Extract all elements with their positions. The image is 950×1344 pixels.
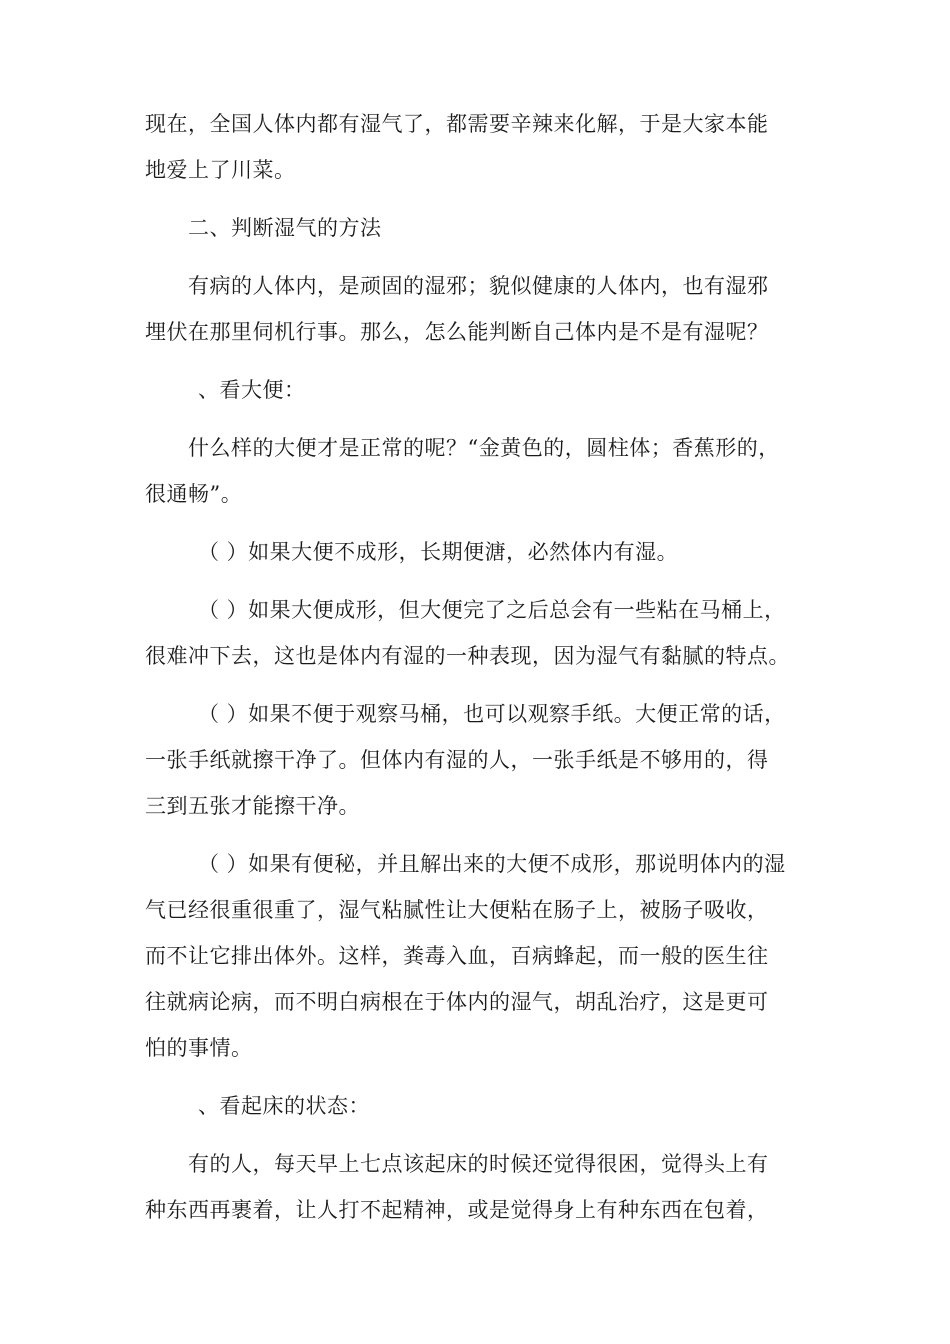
paragraph-line: 一张手纸就擦干净了。但体内有湿的人，一张手纸是不够用的，得 [145,748,769,772]
list-item: （ ）如果大便成形，但大便完了之后总会有一些粘在马桶上， [198,598,786,622]
paragraph-line: 往就病论病，而不明白病根在于体内的湿气，胡乱治疗，这是更可 [145,990,769,1014]
list-item: （ ）如果大便不成形，长期便溏，必然体内有湿。 [198,540,679,564]
paragraph-line: 很通畅”。 [145,482,243,506]
paragraph-line: 埋伏在那里伺机行事。那么，怎么能判断自己体内是不是有湿呢？ [145,320,769,344]
section-heading: 二、判断湿气的方法 [188,216,382,240]
paragraph-line: 怕的事情。 [145,1036,253,1060]
list-item: （ ）如果有便秘，并且解出来的大便不成形，那说明体内的湿 [198,852,786,876]
paragraph-line: 地爱上了川菜。 [145,158,296,182]
paragraph-line: 现在，全国人体内都有湿气了，都需要辛辣来化解，于是大家本能 [145,112,769,136]
paragraph-line: 气已经很重很重了，湿气粘腻性让大便粘在肠子上，被肠子吸收， [145,898,769,922]
paragraph-line: 什么样的大便才是正常的呢？“金黄色的，圆柱体；香蕉形的， [188,436,780,460]
paragraph-line: 种东西再裹着，让人打不起精神，或是觉得身上有种东西在包着， [145,1198,769,1222]
paragraph-line: 三到五张才能擦干净。 [145,794,360,818]
paragraph-line: 有的人，每天早上七点该起床的时候还觉得很困，觉得头上有 [188,1152,769,1176]
list-item: （ ）如果不便于观察马桶，也可以观察手纸。大便正常的话， [198,702,786,726]
subsection-heading: 、看大便： [198,378,306,402]
paragraph-line: 很难冲下去，这也是体内有湿的一种表现，因为湿气有黏腻的特点。 [145,644,790,668]
subsection-heading: 、看起床的状态： [198,1094,370,1118]
paragraph-line: 有病的人体内，是顽固的湿邪；貌似健康的人体内，也有湿邪 [188,274,769,298]
paragraph-line: 而不让它排出体外。这样，粪毒入血，百病蜂起，而一般的医生往 [145,944,769,968]
